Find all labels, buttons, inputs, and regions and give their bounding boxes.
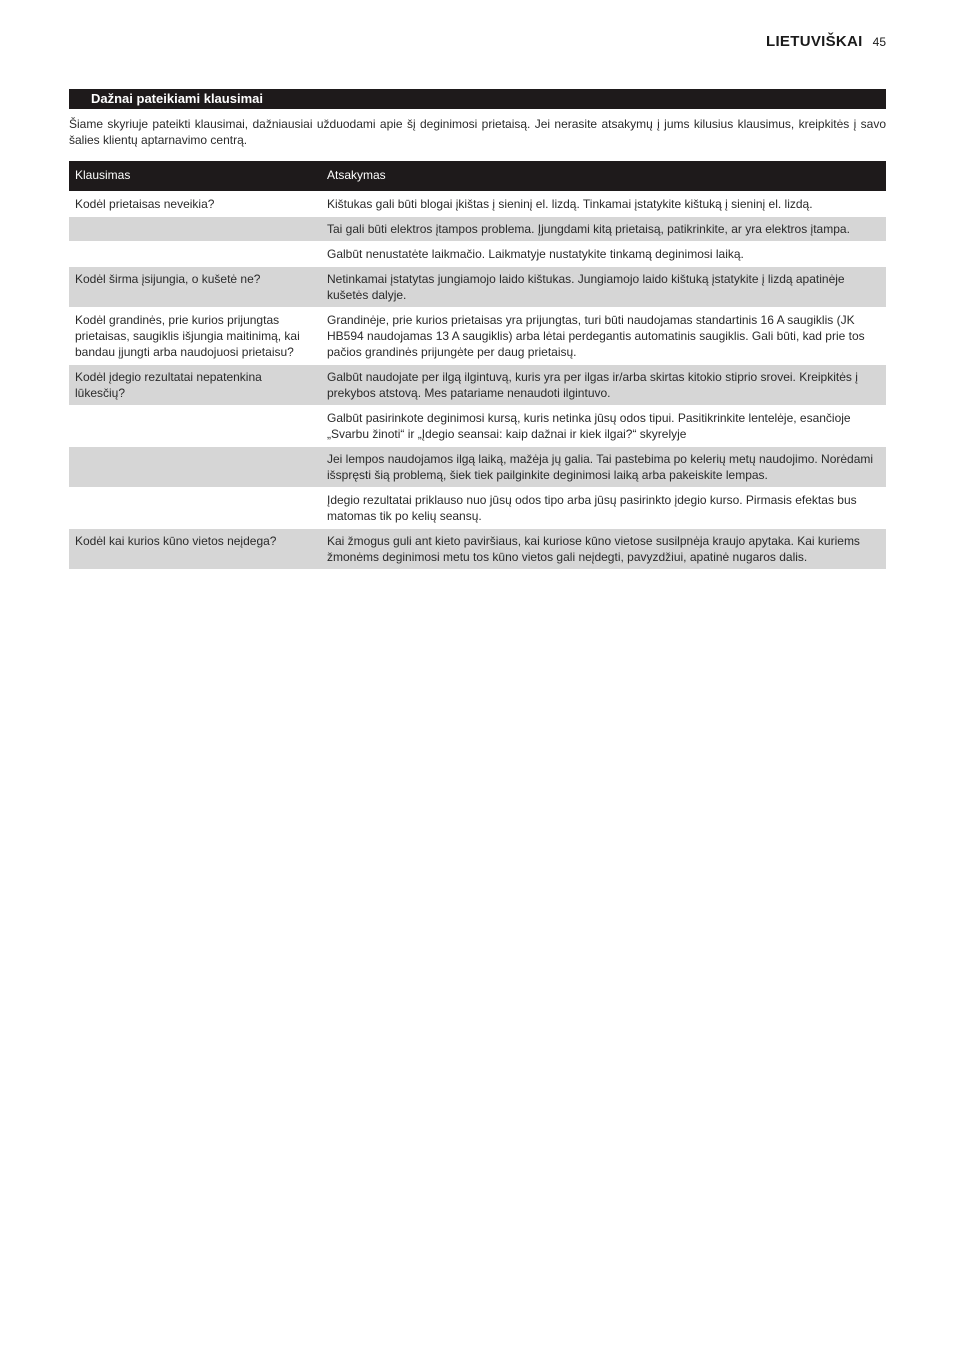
language-label: LIETUVIŠKAI	[766, 33, 863, 50]
table-row	[69, 242, 886, 267]
table-row	[69, 447, 886, 488]
page-header	[766, 33, 886, 50]
answer-cell: Įdegio rezultatai priklauso nuo jūsų odos tipo arba jūsų pasirinkto įdegio kurso. Pirmasis efektas bus matomas tik po kelių seansų.	[321, 488, 886, 529]
answer-cell: Galbūt naudojate per ilgą ilgintuvą, kuris yra per ilgas ir/arba skirtas kitokio stiprio srovei. Kreipkitės į prekybos atstovą. Mes patariame nenaudoti ilgintuvo.	[321, 365, 886, 406]
table-row	[69, 267, 886, 308]
table-row	[69, 192, 886, 217]
page-number: 45	[872, 35, 886, 49]
intro-paragraph: Šiame skyriuje pateikti klausimai, dažniausiai užduodami apie šį deginimosi prietaisą. Jei nerasite atsakymų į jums kilusius klausimus, kreipkitės į savo šalies klientų aptarnavimo centrą.	[69, 117, 886, 147]
table-header-row	[69, 161, 886, 192]
table-row	[69, 217, 886, 242]
question-cell: Kodėl kai kurios kūno vietos neįdega?	[69, 529, 321, 570]
question-cell: Kodėl grandinės, prie kurios prijungtas prietaisas, saugiklis išjungia maitinimą, kai bandau įjungti arba naudojuosi prietaisu?	[69, 308, 321, 365]
question-cell: Kodėl širma įsijungia, o kušetė ne?	[69, 267, 321, 308]
table-row	[69, 488, 886, 529]
column-header-question: Klausimas	[69, 161, 321, 192]
table-row	[69, 529, 886, 570]
answer-cell: Kai žmogus guli ant kieto paviršiaus, kai kuriose kūno vietose susilpnėja kraujo apytaka. Kai kuriems žmonėms deginimosi metu tos kūno vietos gali neįdegti, pavyzdžiui, apatinė nugaros dalis.	[321, 529, 886, 570]
question-cell	[69, 406, 321, 447]
answer-cell: Grandinėje, prie kurios prietaisas yra prijungtas, turi būti naudojamas standartinis 16 A saugiklis (JK HB594 naudojamas 13 A saugiklis) arba lėtai perdegantis automatinis saugiklis. Gali būti, kad prie tos pačios grandinės prijungėte per daug prietaisų.	[321, 308, 886, 365]
question-cell	[69, 242, 321, 267]
answer-cell: Galbūt nenustatėte laikmačio. Laikmatyje nustatykite tinkamą deginimosi laiką.	[321, 242, 886, 267]
faq-table	[69, 161, 886, 569]
answer-cell: Netinkamai įstatytas jungiamojo laido kištukas. Jungiamojo laido kištuką įstatykite į lizdą apatinėje kušetės dalyje.	[321, 267, 886, 308]
question-cell	[69, 488, 321, 529]
table-row	[69, 308, 886, 365]
question-cell: Kodėl prietaisas neveikia?	[69, 192, 321, 217]
answer-cell: Tai gali būti elektros įtampos problema. Įjungdami kitą prietaisą, patikrinkite, ar yra elektros įtampa.	[321, 217, 886, 242]
question-cell	[69, 447, 321, 488]
table-body	[69, 192, 886, 570]
table-row	[69, 406, 886, 447]
answer-cell: Galbūt pasirinkote deginimosi kursą, kuris netinka jūsų odos tipui. Pasitikrinkite lentelėje, esančioje „Svarbu žinoti“ ir „Įdegio seansai: kaip dažnai ir kiek ilgai?“ skyrelyje	[321, 406, 886, 447]
question-cell: Kodėl įdegio rezultatai nepatenkina lūkesčių?	[69, 365, 321, 406]
answer-cell: Kištukas gali būti blogai įkištas į sieninį el. lizdą. Tinkamai įstatykite kištuką į sieninį el. lizdą.	[321, 192, 886, 217]
answer-cell: Jei lempos naudojamos ilgą laiką, mažėja jų galia. Tai pastebima po kelerių metų naudojimo. Norėdami išspręsti šią problemą, šiek tiek pailginkite deginimosi laiką arba pakeiskite lempas.	[321, 447, 886, 488]
section-title: Dažnai pateikiami klausimai	[69, 89, 886, 109]
question-cell	[69, 217, 321, 242]
table-row	[69, 365, 886, 406]
column-header-answer: Atsakymas	[321, 161, 886, 192]
